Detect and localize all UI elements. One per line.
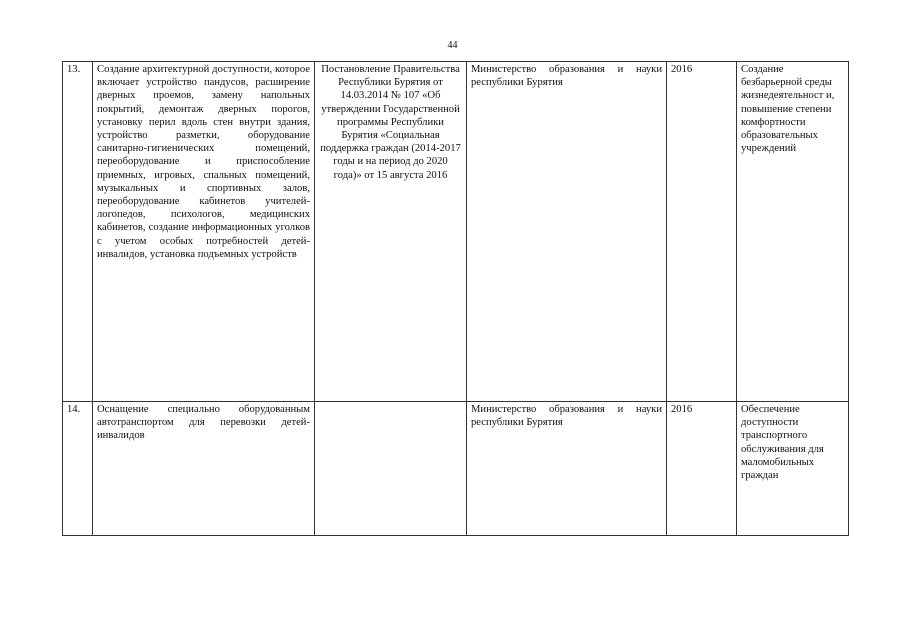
legal-document [315,402,467,536]
row-number: 14. [63,402,93,536]
executor: Министерство образования и науки республики Бурятия [467,62,667,402]
executor: Министерство образования и науки республики Бурятия [467,402,667,536]
expected-result: Обеспечение доступности транспортного обслуживания для маломобильных граждан [737,402,849,536]
row-number: 13. [63,62,93,402]
event-description: Создание архитектурной доступности, которое включает устройство пандусов, расширение дверных проемов, замену напольных покрытий, демонтаж дверных порогов, установку перил вдоль стен внутри здания, устройство разметки, оборудование санитарно-гигиенических помещений, переоборудование и приспособление приемных, игровых, спальных помещений, музыкальных и спортивных залов, переоборудование кабинетов учителей-логопедов, психологов, медицинских кабинетов, создание информационных уголков с учетом особых потребностей детей-инвалидов, установка подъемных устройств [93,62,315,402]
expected-result: Создание безбарьерной среды жизнедеятельност и, повышение степени комфортности образовательных учреждений [737,62,849,402]
year: 2016 [667,62,737,402]
table-row [63,402,849,536]
year: 2016 [667,402,737,536]
table-row [63,62,849,402]
event-description: Оснащение специально оборудованным автотранспортом для перевозки детей-инвалидов [93,402,315,536]
measures-table [62,61,849,536]
legal-document: Постановление Правительства Республики Бурятия от 14.03.2014 № 107 «Об утверждении Государственной программы Республики Бурятия «Социальная поддержка граждан (2014-2017 годы и на период до 2020 года)» от 15 августа 2016 [315,62,467,402]
page-number: 44 [447,40,458,51]
